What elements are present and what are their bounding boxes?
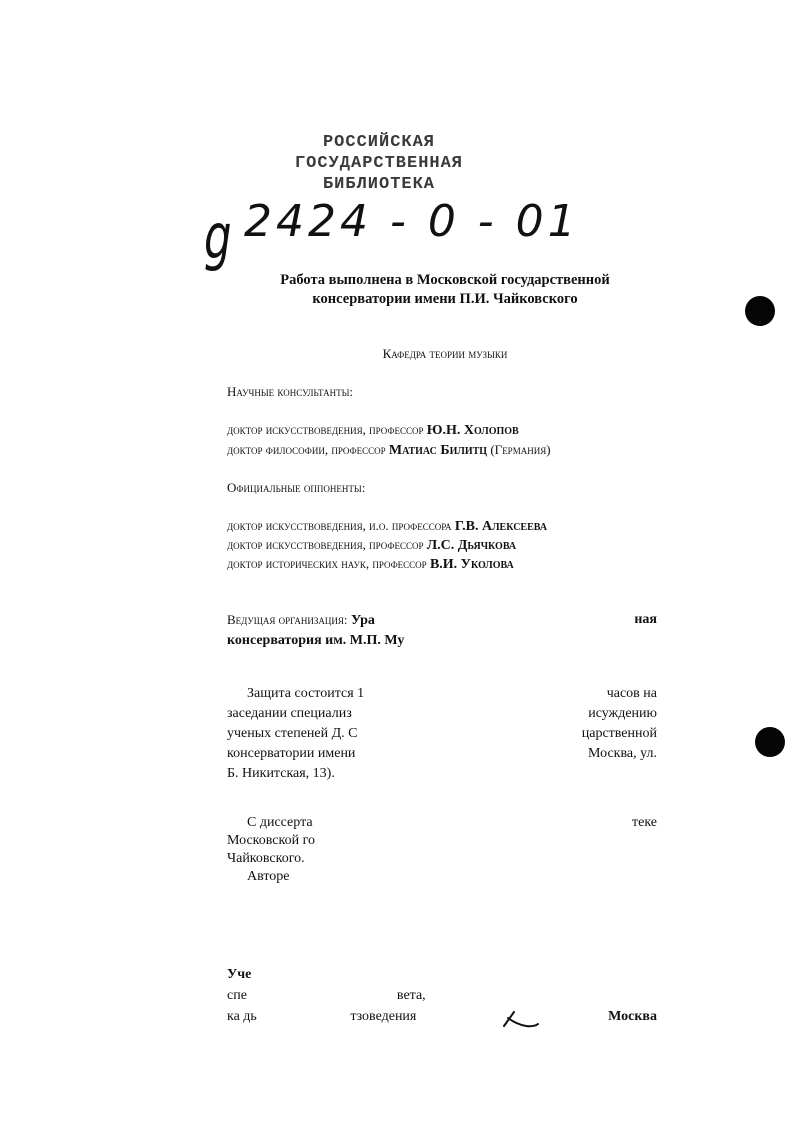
dissertation-text: Московской го xyxy=(227,833,315,848)
handwritten-call-number: 2424 - 0 - 01 xyxy=(244,196,580,247)
secretary-block xyxy=(227,964,657,1027)
binding-hole xyxy=(755,727,785,757)
consultants-heading: Научные консультанты: xyxy=(227,384,354,399)
leading-org-label: Ведущая организация: xyxy=(227,612,348,627)
defense-text: часов на xyxy=(606,686,657,701)
defense-text: ученых степеней Д. С xyxy=(227,726,358,741)
consultant-row xyxy=(227,422,519,439)
consultant-name: Матиас Билитц xyxy=(388,443,488,458)
consultant-role: доктор философии, профессор xyxy=(227,442,386,457)
opponent-row xyxy=(227,537,516,554)
leading-organization xyxy=(227,610,657,651)
dissertation-paragraph xyxy=(227,814,657,886)
defense-text: Москва, ул. xyxy=(588,746,657,761)
consultant-country: (Германия) xyxy=(490,442,551,457)
consultant-row xyxy=(227,442,551,459)
defense-text: Защита состоится 1 xyxy=(247,686,365,701)
opponent-role: доктор искусствоведения, профессор xyxy=(227,537,424,552)
opponent-role: доктор исторических наук, профессор xyxy=(227,556,427,571)
leading-org-name-start: Ура xyxy=(350,613,375,628)
defense-text: Б. Никитская, 13). xyxy=(227,766,335,781)
opponent-name: Г.В. Алексеева xyxy=(454,519,548,534)
consultant-role: доктор искусствоведения, профессор xyxy=(227,422,424,437)
binding-hole xyxy=(745,296,775,326)
opponent-name: В.И. Уколова xyxy=(429,557,514,572)
title-line-2: консерватории имени П.И. Чайковского xyxy=(312,291,578,307)
defense-paragraph xyxy=(227,684,657,784)
defense-text: царственной xyxy=(581,726,657,741)
opponent-name: Л.С. Дьячкова xyxy=(426,538,517,553)
secretary-text: тзоведения xyxy=(350,1009,417,1024)
stamp-line: ГОСУДАРСТВЕННАЯ xyxy=(294,154,464,173)
stamp-line: БИБЛИОТЕКА xyxy=(322,175,436,194)
secretary-city: Москва xyxy=(608,1009,657,1024)
dissertation-text: Чайковского. xyxy=(227,851,305,866)
leading-org-name-end: ная xyxy=(634,612,657,627)
secretary-text: Уче xyxy=(227,967,252,982)
consultant-name: Ю.Н. Холопов xyxy=(426,423,519,438)
secretary-text: вета, xyxy=(396,988,426,1003)
defense-text: заседании специализ xyxy=(227,706,352,721)
library-stamp xyxy=(284,132,474,195)
secretary-text: спе xyxy=(227,988,247,1003)
leading-org-line-2: консерватория им. М.П. Му xyxy=(227,633,405,648)
defense-text: консерватории имени xyxy=(227,746,356,761)
signature-icon xyxy=(502,1004,542,1030)
dissertation-text: С диссерта xyxy=(247,815,313,830)
handwritten-prefix: g xyxy=(204,200,232,273)
stamp-line: РОССИЙСКАЯ xyxy=(322,133,436,152)
opponent-row xyxy=(227,518,547,535)
opponent-row xyxy=(227,556,514,573)
department: Кафедра теории музыки xyxy=(382,346,508,361)
secretary-text: ка дь xyxy=(227,1009,257,1024)
dissertation-text: Авторе xyxy=(247,869,290,884)
title-line-1: Работа выполнена в Московской государственной xyxy=(280,272,610,288)
defense-text: исуждению xyxy=(588,706,657,721)
opponents-heading: Официальные оппоненты: xyxy=(227,480,366,495)
dissertation-text: теке xyxy=(632,815,657,830)
opponent-role: доктор искусствоведения, и.о. профессора xyxy=(227,518,452,533)
